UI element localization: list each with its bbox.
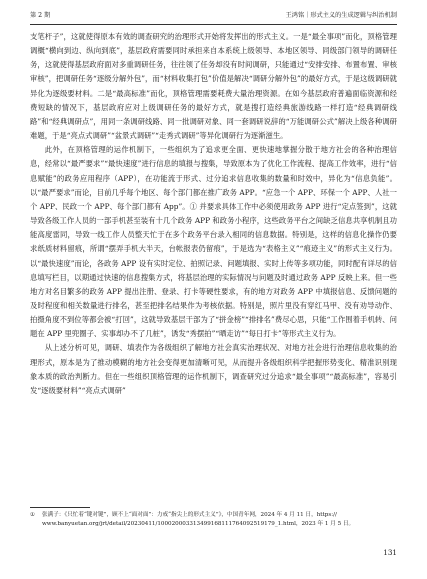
footnote-text: 张满子：《只忙着“键对键”，顾不上“面对面”：力戒“指尖上的形式主义”》，中国青年网，2024 年 4 月 11 日，https:// xyxy=(42,512,337,518)
issue-number: 第 2 期 xyxy=(30,12,51,19)
footnote xyxy=(30,511,397,529)
footnote-url: www.banyuetan.org/jrt/detail/20230411/1000200033134991681117640925191​79_1.html，2023 年 1 月 5 日。 xyxy=(42,521,355,527)
running-title: 王鸿铭｜形式主义的生成逻辑与纠治机制 xyxy=(285,12,397,19)
paragraph: 此外，在顶格管理的运作机制下，一些组织为了追求更全面、更快速地掌握分散于地方社会的各种治理信息，经常以“最严要求”“最快速度”进行信息的填报与搜集，导致原本为了优化工作流程、提高工作效率，进行“信息赋能”的政务应用程序（APP），在功能流于形式、过分追求信息收集的数量和时效中，异化为“信息负能”。以“最严要求”而论，目前几乎每个地区、每个部门都在推广政务 APP。“应急一个 APP、环保一个 APP、人社一个 APP、民政一个 APP、每个部门都有 App”。① 并要求具体工作中必须使用政务 APP 进行“定点签到”，这就导致各级工作人员的一部手机甚至装有十几个政务 APP 和政务小程序，这些政务平台之间缺乏信息共享机制且功能高度雷同，导致一线工作人员整天忙于在多个政务平台录入相同的信息数据。特别是，这样的信息化操作仍要求纸质材料留痕，所谓“摆弄手机大半天，台帐报表仍留痕”，于是选为“表格主义”“痕迹主义”的形式主义行为。以“最快速度”而论，各政务 APP 设有实时定位、拍照记录、问题填报、实时上传等多项功能，同时配有详尽的信息填写栏目，以期通过快速的信息搜集方式，将基层治理的实际情况与问题及时通过政务 APP 反映上来。但一些地方对名目繁多的政务 APP 提出注册、登录、打卡等硬性要求，有的地方对政务 APP 中填报信息、反馈问题的及时程度和相关数量进行排名，甚至把排名结果作为考核依据。特别是，照片里没有穿红马甲、没有劝导动作、拍摄角度不到位等都会被“打回”，这就导致基层干部为了“拼金榜”“排排名”费尽心思，只能“工作围着手机转、问题在 APP 里兜圈子、实事却办不了几桩”，诱发“秀摆拍”“晒走访”“每日打卡”等形式主义行为。 xyxy=(30,145,397,339)
paragraph: 从上述分析可见，调研、填表作为各级组织了解地方社会真实治理状况、对地方社会进行治理信息收集的治理形式，原本是为了推动模糊的地方社会变得更加清晰可见，从而提升各级组织科学把握形势变化、精准识别现象本质的政治判断力。但在一些组织顶格管理的运作机制下，调查研究过分追求“最全事项”“最高标准”，容易引发“逐级要材料”“亮点式调研” xyxy=(30,343,397,395)
running-header xyxy=(30,10,397,25)
page-number: 131 xyxy=(383,548,397,557)
paragraph-continued: 支笔杆子”，这就使得原本有效的调查研究的治理形式开始将发挥出的形式主义。一是“最全事项”而化，顶格管理调概“横向到边、纵向到底”，基层政府需要同时承担来自本系统上级领导、本地区领导、同级部门领导的调研任务，这就使得基层政府面对多重调研任务，往往领了任务却没有时间调研，只能通过“安排安排、布置布置、审核审核”，把调研任务“逐级分解外包”，而“材料收集打包”价值是解决“调研分解外包”的最好方式，于是这级调研就异化为逐级要材料。二是“最高标准”而化，顶格管理需要耗费大量治理资源。在如今基层政府普遍面临资源和经费短缺的情况下，基层政府应对上级调研任务的最好方式，就是搜打造经典旅游线路一样打造“经典调研线路”和“经典调研点”，用同一条调研线路、同一批调研对象、同一套调研说辞的“万能调研公式”解决上级各种调研难题，于是“亮点式调研”“盆景式调研”“走秀式调研”等异化调研行为逐渐滋生。 xyxy=(30,32,397,141)
footnote-mark: ① xyxy=(30,512,36,518)
footnote-divider xyxy=(30,507,90,508)
article-body xyxy=(30,30,397,398)
